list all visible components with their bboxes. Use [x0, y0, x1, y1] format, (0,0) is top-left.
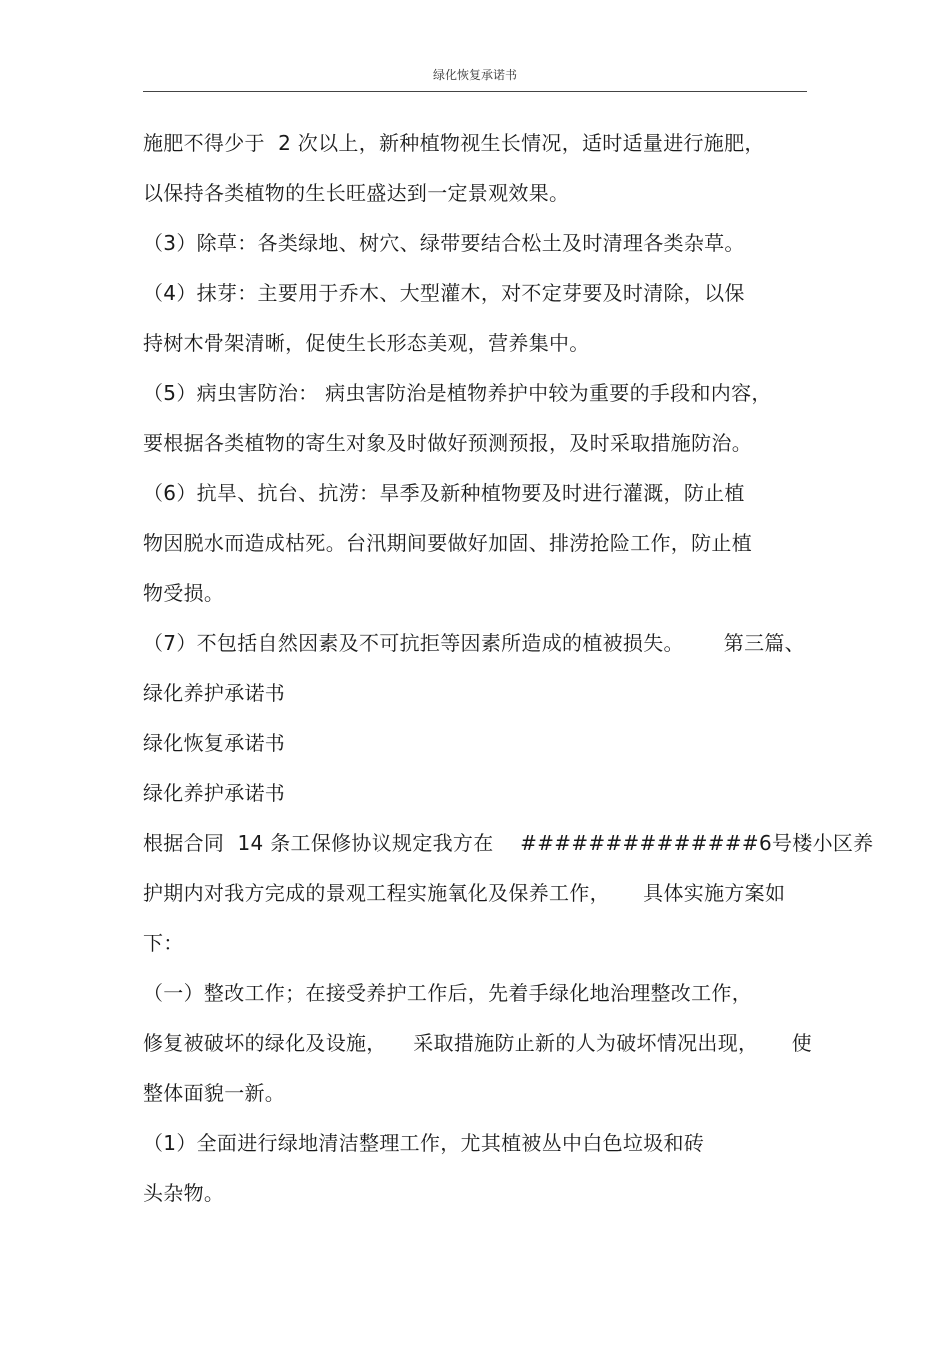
text-line: 绿化养护承诺书: [143, 681, 286, 705]
text-line: 头杂物。: [143, 1181, 225, 1205]
document-body: [143, 118, 874, 1218]
text-line: 修复被破坏的绿化及设施， 采取措施防止新的人为破坏情况出现， 使: [143, 1031, 812, 1055]
text-line: 绿化养护承诺书: [143, 781, 286, 805]
text-line: 整体面貌一新。: [143, 1081, 286, 1105]
text-line: （1）全面进行绿地清洁整理工作，尤其植被丛中白色垃圾和砖: [143, 1131, 705, 1155]
page-header-title: 绿化恢复承诺书: [432, 68, 517, 82]
text-line: （一）整改工作；在接受养护工作后，先着手绿化地治理整改工作，: [143, 981, 752, 1005]
text-line: 护期内对我方完成的景观工程实施氧化及保养工作， 具体实施方案如: [143, 881, 786, 905]
text-line: 下：: [143, 931, 184, 955]
text-line: （3）除草：各类绿地、树穴、绿带要结合松土及时清理各类杂草。: [143, 231, 745, 255]
text-line: 物受损。: [143, 581, 225, 605]
text-line: （6）抗旱、抗台、抗涝：旱季及新种植物要及时进行灌溉，防止植: [143, 481, 745, 505]
text-line: （5）病虫害防治： 病虫害防治是植物养护中较为重要的手段和内容，: [143, 381, 772, 405]
text-line: 施肥不得少于 2 次以上，新种植物视生长情况，适时适量进行施肥，: [143, 131, 765, 155]
text-line: （4）抹芽：主要用于乔木、大型灌木，对不定芽要及时清除，以保: [143, 281, 745, 305]
text-line: 持树木骨架清晰，促使生长形态美观，营养集中。: [143, 331, 590, 355]
text-line: 以保持各类植物的生长旺盛达到一定景观效果。: [143, 181, 570, 205]
text-line: 物因脱水而造成枯死。台汛期间要做好加固、排涝抢险工作，防止植: [143, 531, 752, 555]
text-line: 绿化恢复承诺书: [143, 731, 286, 755]
text-line: 要根据各类植物的寄生对象及时做好预测预报，及时采取措施防治。: [143, 431, 752, 455]
header-divider: [143, 91, 807, 92]
text-line: 根据合同 14 条工保修协议规定我方在 ##############6号楼小区养: [143, 831, 874, 855]
text-line: （7）不包括自然因素及不可抗拒等因素所造成的植被损失。 第三篇、: [143, 631, 805, 655]
